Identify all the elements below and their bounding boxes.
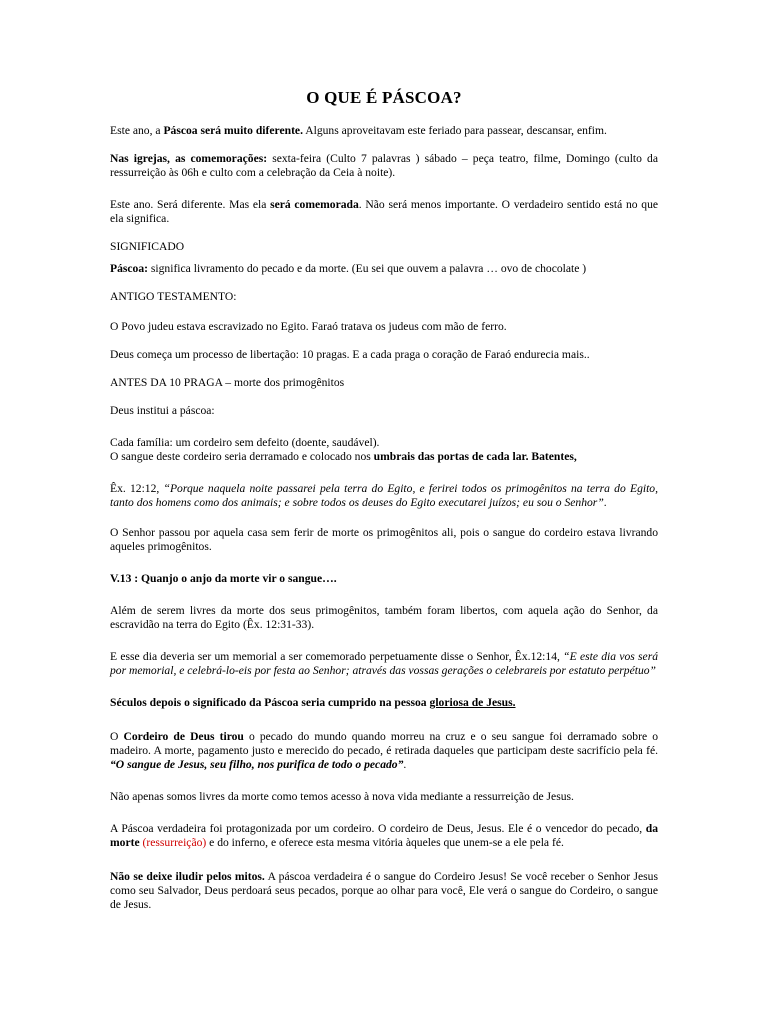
paragraph-this-year	[110, 198, 658, 226]
bold-run: Páscoa:	[110, 262, 148, 275]
paragraph-v13	[110, 572, 658, 586]
page-title: O QUE É PÁSCOA?	[306, 88, 462, 107]
paragraph-pragas: Deus começa um processo de libertação: 10 pragas. E a cada praga o coração de Faraó endurecia mais..	[110, 348, 590, 361]
text-run: A páscoa verdadeira é o sangue do Cordeiro Jesus! Se você receber o Senhor Jesus como seu Salvador, Deus perdoará seus pecados, porque ao olhar para você, Ele verá o sangue do Cordeiro, o sangue de Jesus.	[110, 870, 658, 911]
bold-run: Séculos depois o significado da Páscoa seria cumprido na pessoa	[110, 696, 430, 709]
bold-run: Cordeiro de Deus tirou	[123, 730, 244, 743]
text-run: .	[603, 496, 607, 509]
paragraph-cordeiro-de-deus	[110, 730, 658, 772]
text-run: Este ano, a	[110, 124, 164, 137]
paragraph-deus-institui: Deus institui a páscoa:	[110, 404, 215, 417]
bold-run: Nas igrejas, as comemorações:	[110, 152, 268, 165]
paragraph-alem-de-serem: Além de serem livres da morte dos seus primogênitos, também foram libertos, com aquela ação do Senhor, da escravidão na terra do Egito (Êx. 12:31-33).	[110, 604, 658, 631]
text-run: E esse dia deveria ser um memorial a ser comemorado perpetuamente disse o Senhor, Êx.12:14,	[110, 650, 564, 663]
text-run: .	[403, 758, 407, 771]
paragraph-nao-se-deixe	[110, 870, 658, 912]
heading-significado: SIGNIFICADO	[110, 240, 185, 253]
text-run: sexta-feira (Culto 7 palavras ) sábado – peça teatro, filme, Domingo (culto da ressurreição às 06h e culto com a celebração da Ceia à noite).	[110, 152, 658, 179]
text-run: . Não será menos importante. O verdadeiro sentido está no que ela significa.	[110, 198, 659, 225]
text-run: e do inferno, e oferece esta mesma vitória àqueles que unem-se a ele pela fé.	[206, 836, 564, 849]
bold-run: Não se deixe iludir pelos mitos.	[110, 870, 265, 883]
paragraph-senhor-passou: O Senhor passou por aquela casa sem ferir de morte os primogênitos ali, pois o sangue do cordeiro estava livrando aqueles primogênitos.	[110, 526, 658, 553]
red-text-run: (ressurreição)	[142, 836, 207, 849]
underlined-bold-run: gloriosa de Jesus.	[429, 696, 516, 709]
paragraph-intro	[110, 124, 658, 138]
bold-run: V.13 : Quanjo o anjo da morte vir o sangue….	[110, 572, 337, 585]
text-run: significa livramento do pecado e da morte. (Eu sei que ouvem a palavra … ovo de chocolate )	[148, 262, 587, 275]
text-run: Este ano. Será diferente. Mas ela	[110, 198, 271, 211]
bold-italic-quote: “O sangue de Jesus, seu filho, nos purifica de todo o pecado”	[110, 758, 404, 771]
text-run: o pecado do mundo quando morreu na cruz e o seu sangue foi derramado sobre o madeiro. A morte, pagamento justo e merecido do pecado, é retirada daqueles que participam deste sacrifício pela fé.	[110, 730, 658, 757]
bold-run: Páscoa será muito diferente.	[163, 124, 303, 137]
bold-run: da morte	[110, 822, 658, 849]
bold-run: umbrais das portas de cada lar. Batentes,	[373, 450, 577, 463]
paragraph-churches	[110, 152, 658, 180]
paragraph-exodo-12-12	[110, 482, 658, 510]
paragraph-pascoa-meaning	[110, 262, 658, 276]
paragraph-memorial	[110, 650, 658, 678]
paragraph-antes-praga: ANTES DA 10 PRAGA – morte dos primogênitos	[110, 376, 345, 389]
paragraph-pascoa-verdadeira	[110, 822, 658, 850]
heading-antigo-testamento: ANTIGO TESTAMENTO:	[110, 290, 237, 303]
italic-quote: “Porque naquela noite passarei pela terra do Egito, e ferirei todos os primogênitos na terra do Egito, tanto dos homens como dos animais; e sobre todos os deuses do Egito executarei juízos; eu sou o Senhor”	[110, 482, 658, 509]
text-run: O	[110, 730, 124, 743]
paragraph-seculos-depois	[110, 696, 658, 710]
paragraph-cada-familia: Cada família: um cordeiro sem defeito (doente, saudável).	[110, 436, 380, 449]
document-body	[110, 124, 658, 912]
paragraph-sangue-cordeiro	[110, 450, 658, 464]
bold-run: será comemorada	[270, 198, 359, 211]
paragraph-nao-apenas: Não apenas somos livres da morte como temos acesso à nova vida mediante a ressurreição de Jesus.	[110, 790, 574, 803]
text-run: O sangue deste cordeiro seria derramado e colocado nos	[110, 450, 374, 463]
text-run: A Páscoa verdadeira foi protagonizada por um cordeiro. O cordeiro de Deus, Jesus. Ele é o vencedor do pecado,	[110, 822, 646, 835]
italic-quote: “E este dia vos será por memorial, e celebrá-lo-eis por festa ao Senhor; através das vossas gerações o celebrareis por estatuto perpétuo”	[110, 650, 658, 677]
paragraph-povo-judeu: O Povo judeu estava escravizado no Egito. Faraó tratava os judeus com mão de ferro.	[110, 320, 507, 333]
text-run: Alguns aproveitavam este feriado para passear, descansar, enfim.	[302, 124, 607, 137]
text-run: Êx. 12:12,	[110, 482, 164, 495]
